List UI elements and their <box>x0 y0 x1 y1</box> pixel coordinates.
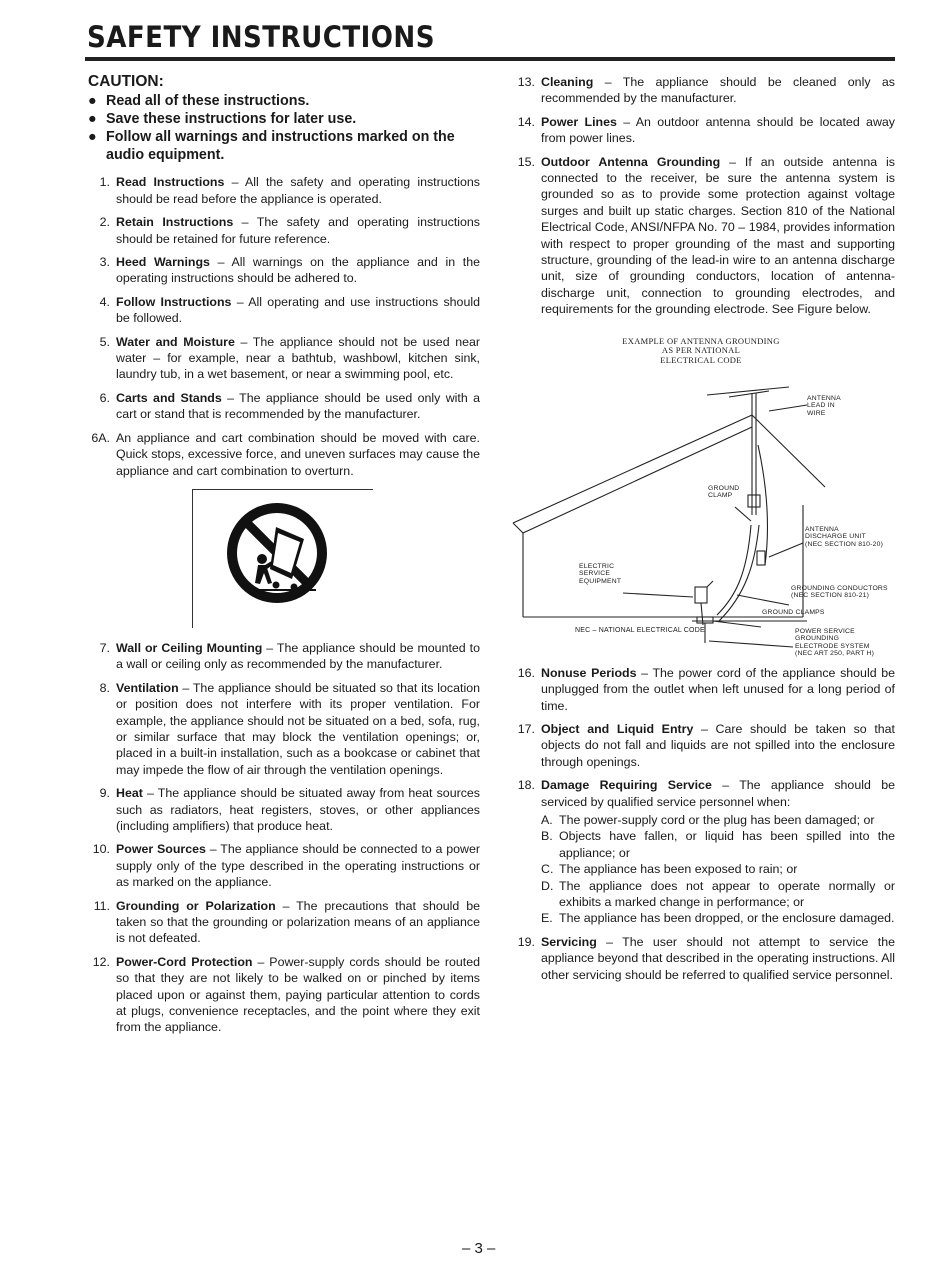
bullet-icon: ● <box>88 129 97 146</box>
instruction-item: 18. Damage Requiring Service – The appliance should be serviced by qualified service personnel when: A. The power-supply cord or the plug has been damaged; or B. Objects have fallen, or liquid has been spilled into the appliance; or C. The appliance has been exposed to rain; or D. The appliance does not appear to operate normally or exhibits a marked change in performance; or E. The appliance has been dropped, or the enclosure damaged. <box>517 778 895 926</box>
caution-bullet: ● Follow all warnings and instructions marked on the audio equipment. <box>88 129 455 164</box>
instruction-item: 15. Outdoor Antenna Grounding – If an outside antenna is connected to the receiver, be sure the antenna system is grounded so as to provide some protection against voltage surges and built up static charges. Section 810 of the National Electrical Code, ANSI/NFPA No. 70 – 1984, provides information with respect to proper grounding of the mast and supporting structure, grounding of the lead-in wire to an antenna discharge unit, size of grounding conductors, location of antenna-discharge unit, connection to grounding electrodes, and requirements for the grounding electrode. See Figure below. <box>517 154 896 317</box>
instruction-item: 17. Object and Liquid Entry – Care should be taken so that objects do not fall and liquids are not spilled into the enclosure through openings. <box>517 721 895 769</box>
damage-condition: E. The appliance has been dropped, or the enclosure damaged. <box>541 911 895 926</box>
title-rule <box>85 57 895 61</box>
house-antenna-drawing <box>507 325 895 655</box>
label-ground-clamp: GROUND CLAMP <box>708 484 740 500</box>
damage-condition: B. Objects have fallen, or liquid has been spilled into the appliance; or <box>541 829 895 860</box>
diagram-title: EXAMPLE OF ANTENNA GROUNDING AS PER NATIONAL ELECTRICAL CODE <box>622 335 780 365</box>
instruction-item: 14. Power Lines – An outdoor antenna should be located away from power lines. <box>517 114 895 146</box>
bullet-icon: ● <box>88 93 97 110</box>
left-column <box>88 74 480 1043</box>
instruction-list-3 <box>507 74 895 318</box>
label-discharge-unit: ANTENNA DISCHARGE UNIT (NEC SECTION 810-20) <box>805 525 884 548</box>
instruction-item: 13. Cleaning – The appliance should be cleaned only as recommended by the manufacturer. <box>517 75 895 106</box>
page-number: – 3 – <box>462 1240 496 1257</box>
label-nec-note: NEC – NATIONAL ELECTRICAL CODE <box>575 626 705 634</box>
bullet-icon: ● <box>88 111 97 128</box>
instruction-item: 10. Power Sources – The appliance should be connected to a power supply only of the type described in the operating instructions or as marked on the appliance. <box>92 842 480 890</box>
instruction-item: 1. Read Instructions – All the safety and operating instructions should be read before the appliance is operated. <box>99 175 480 206</box>
label-grounding-conductors: GROUNDING CONDUCTORS (NEC SECTION 810-21) <box>791 584 888 600</box>
label-ground-clamps: GROUND CLAMPS <box>762 608 825 616</box>
instruction-item: 16. Nonuse Periods – The power cord of the appliance should be unplugged from the outlet when left unused for a long period of time. <box>517 665 895 713</box>
damage-condition: A. The power-supply cord or the plug has been damaged; or <box>541 812 875 827</box>
label-antenna-lead-in: ANTENNA LEAD IN WIRE <box>807 394 841 417</box>
instruction-item: 12. Power-Cord Protection – Power-supply cords should be routed so that they are not likely to be walked on or pinched by items placed upon or against them, paying particular attention to cords at plugs, convenience receptacles, and the point where they exit from the appliance. <box>92 954 480 1035</box>
instruction-item: 7. Wall or Ceiling Mounting – The appliance should be mounted to a wall or ceiling only as recommended by the manufacturer. <box>99 640 480 672</box>
damage-conditions-list <box>541 812 895 927</box>
instruction-item: 5. Water and Moisture – The appliance should not be used near water – for example, near a bathtub, washbowl, kitchen sink, laundry tub, in a wet basement, or near a swimming pool, etc. <box>99 334 481 382</box>
damage-condition: C. The appliance has been exposed to rain; or <box>541 862 798 877</box>
label-electric-service: ELECTRIC SERVICE EQUIPMENT <box>579 562 622 585</box>
caution-bullet: ● Save these instructions for later use. <box>88 111 357 128</box>
caution-bullets <box>88 92 480 164</box>
instruction-item: 11. Grounding or Polarization – The precautions that should be taken so that the grounding or polarization means of an appliance is not defeated. <box>93 898 480 946</box>
label-power-service: POWER SERVICE GROUNDING ELECTRODE SYSTEM (NEC ART 250, PART H) <box>795 627 875 658</box>
instruction-list-1 <box>88 174 480 479</box>
instruction-item: 6A. An appliance and cart combination should be moved with care. Quick stops, excessive force, and uneven surfaces may cause the appliance and cart combination to overturn. <box>91 430 480 478</box>
right-column <box>507 74 895 990</box>
caution-bullet: ● Read all of these instructions. <box>88 93 310 110</box>
instruction-list-2 <box>88 640 480 1036</box>
caution-heading: CAUTION: <box>88 73 164 90</box>
instruction-item: 9. Heat – The appliance should be situated away from heat sources such as radiators, heat registers, stoves, or other appliances (including amplifiers) that produce heat. <box>99 786 480 833</box>
instruction-item: 19. Servicing – The user should not attempt to service the appliance beyond that described in the operating instructions. All other servicing should be referred to qualified service personnel. <box>517 934 895 982</box>
cart-tipover-icon <box>192 487 374 632</box>
antenna-grounding-diagram <box>507 325 895 658</box>
instruction-item: 8. Ventilation – The appliance should be situated so that its location or position does not interfere with its proper ventilation. For example, the appliance should not be situated on a bed, sofa, rug, or similar surface that may block the ventilation openings; or, placed in a built-in installation, such as a bookcase or cabinet that may impede the flow of air through the ventilation openings. <box>99 680 480 777</box>
instruction-list-4 <box>507 665 895 983</box>
cart-warning-figure <box>192 487 374 632</box>
instruction-item: 6. Carts and Stands – The appliance should be used only with a cart or stand that is recommended by the manufacturer. <box>99 390 480 422</box>
damage-condition: D. The appliance does not appear to operate normally or exhibits a marked change in performance; or <box>541 878 895 909</box>
instruction-item: 3. Heed Warnings – All warnings on the appliance and in the operating instructions should be adhered to. <box>99 255 480 286</box>
page-title: SAFETY INSTRUCTIONS <box>87 20 435 54</box>
instruction-item: 2. Retain Instructions – The safety and operating instructions should be retained for future reference. <box>99 215 481 246</box>
instruction-item: 4. Follow Instructions – All operating and use instructions should be followed. <box>99 294 480 326</box>
